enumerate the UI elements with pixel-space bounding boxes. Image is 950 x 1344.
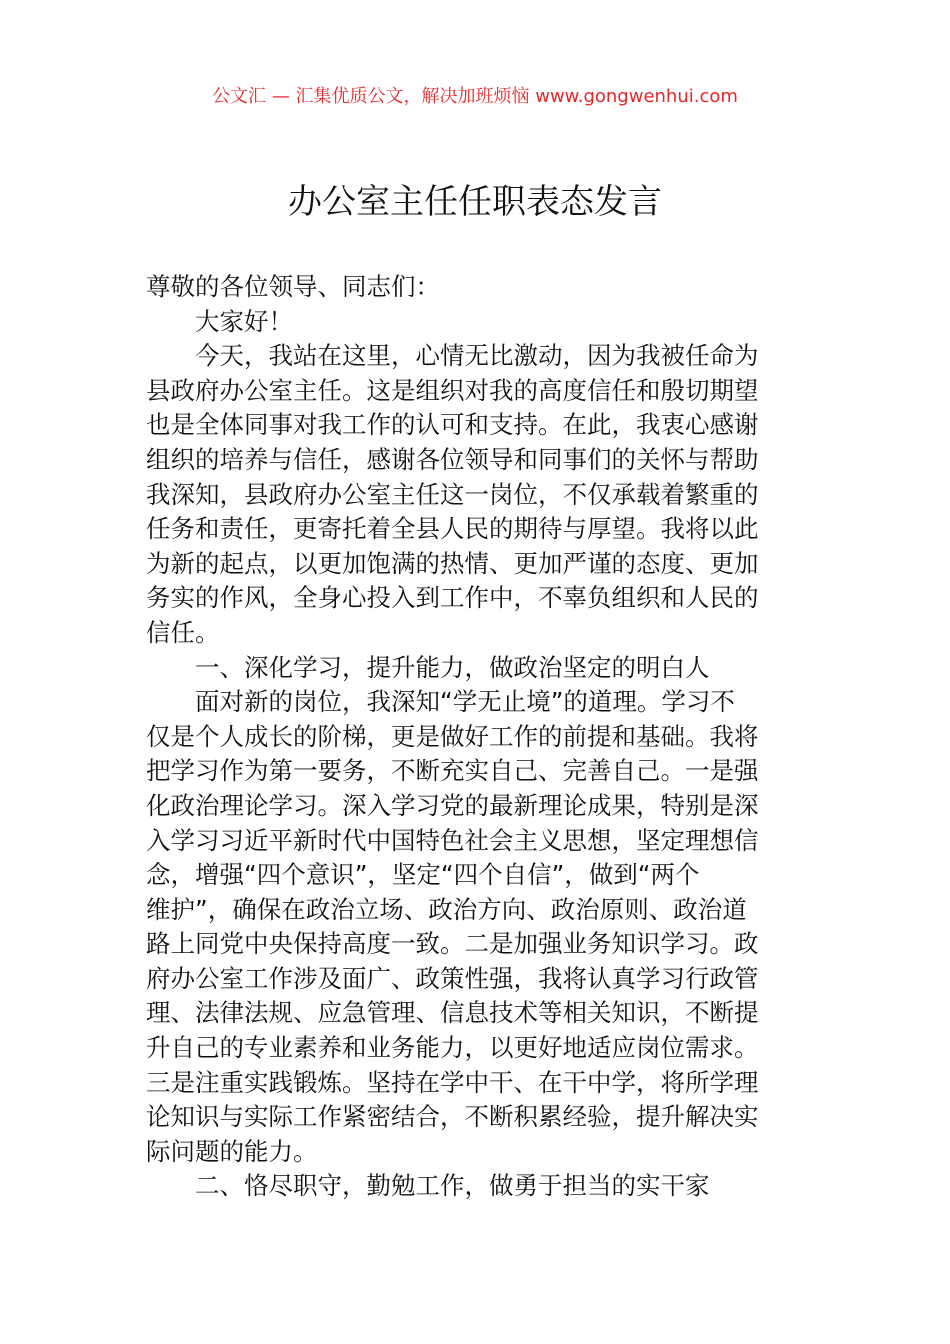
text-line: 府办公室工作涉及面广、政策性强，我将认真学习行政管 <box>146 963 759 993</box>
text-line: 念，增强“四个意识”，坚定“四个自信”，做到“两个 <box>146 860 700 890</box>
greeting: 大家好！ <box>195 306 293 336</box>
text-line: 维护”，确保在政治立场、政治方向、政治原则、政治道 <box>146 894 747 924</box>
text-line: 入学习习近平新时代中国特色社会主义思想，坚定理想信 <box>146 825 759 855</box>
text-line: 我深知，县政府办公室主任这一岗位，不仅承载着繁重的 <box>146 479 759 509</box>
text-line: 任务和责任，更寄托着全县人民的期待与厚望。我将以此 <box>146 514 759 544</box>
section-heading-2: 二、恪尽职守，勤勉工作，做勇于担当的实干家 <box>195 1171 710 1201</box>
document-title: 办公室主任任职表态发言 <box>288 182 662 222</box>
text-line: 际问题的能力。 <box>146 1136 318 1166</box>
text-line: 理、法律法规、应急管理、信息技术等相关知识，不断提 <box>146 998 759 1028</box>
text-line: 务实的作风，全身心投入到工作中，不辜负组织和人民的 <box>146 583 759 613</box>
section-heading-1: 一、深化学习，提升能力，做政治坚定的明白人 <box>195 652 710 682</box>
header-banner[interactable]: 公文汇 — 汇集优质公文，解决加班烦恼 www.gongwenhui.com <box>212 86 738 107</box>
salutation: 尊敬的各位领导、同志们： <box>146 272 440 301</box>
text-line: 化政治理论学习。深入学习党的最新理论成果，特别是深 <box>146 790 759 820</box>
text-line: 升自己的专业素养和业务能力，以更好地适应岗位需求。 <box>146 1033 759 1063</box>
text-line: 为新的起点，以更加饱满的热情、更加严谨的态度、更加 <box>146 548 759 578</box>
text-line: 也是全体同事对我工作的认可和支持。在此，我衷心感谢 <box>146 410 759 440</box>
text-line: 今天，我站在这里，心情无比激动，因为我被任命为 <box>195 341 759 371</box>
text-line: 县政府办公室主任。这是组织对我的高度信任和殷切期望 <box>146 375 759 405</box>
text-line: 三是注重实践锻炼。坚持在学中干、在干中学，将所学理 <box>146 1067 759 1097</box>
text-line: 路上同党中央保持高度一致。二是加强业务知识学习。政 <box>146 929 759 959</box>
text-line: 仅是个人成长的阶梯，更是做好工作的前提和基础。我将 <box>146 721 759 751</box>
text-line: 面对新的岗位，我深知“学无止境”的道理。学习不 <box>195 687 735 717</box>
text-line: 信任。 <box>146 617 220 647</box>
text-line: 论知识与实际工作紧密结合，不断积累经验，提升解决实 <box>146 1102 759 1132</box>
text-line: 把学习作为第一要务，不断充实自己、完善自己。一是强 <box>146 756 759 786</box>
document-body <box>146 270 810 1204</box>
text-line: 组织的培养与信任，感谢各位领导和同事们的关怀与帮助 <box>146 444 759 474</box>
